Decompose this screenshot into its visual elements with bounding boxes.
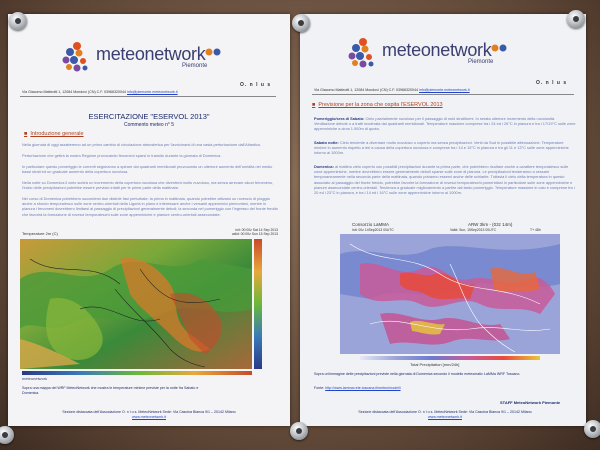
intro-paragraph-2: Perturbazione che gettrà la nostra Regione provocando fenomeni sparsi in transito durante la giornata di Domenica. xyxy=(22,153,222,158)
temperature-scale-bar xyxy=(22,371,252,375)
map-init-time: init: 00:00z Sat 14 Sep 2013 xyxy=(235,228,278,232)
page-subtitle: Commento meteo n° 5 xyxy=(123,122,175,128)
logo-dots-icon xyxy=(491,43,509,53)
map-title-left: Consorzio LaMMA xyxy=(352,222,390,227)
forecast-heading: Sabato notte: xyxy=(314,140,339,145)
page-title: ESERCITAZIONE "ESERVOL 2013" xyxy=(88,112,210,121)
map-caption: Sopra un'immagine delle precipitazioni previste nella giornata di Domenica secondo il modello meteomatic LaMMa WRF Toscano. xyxy=(314,372,521,376)
meteonetwork-logo-icon xyxy=(346,36,380,70)
footer-association xyxy=(314,410,576,420)
forecast-saturday-night xyxy=(314,140,576,156)
intro-paragraph-4: Nella notte su Domenica il cielo subirà un incremento della copertura nuvolosa che diventerà molto nuvoloso, ma senza arrecare alcun fenomeno, l'inizio delle precipitazioni potrebbe essere previsto infatti per le prime parte della mattinata. xyxy=(22,180,274,191)
map-title-mid: ARW 3km - (03z 14m) xyxy=(468,222,513,227)
pin-icon xyxy=(567,10,585,28)
temperature-legend-bar xyxy=(254,239,262,369)
source-link[interactable]: http://www.lamma.rete.toscana.it/meteo/modelli xyxy=(325,386,401,390)
address-text: Via Giacomo Matteotti 1, 12084 Mondovì (CN) C.F. 03966320044 xyxy=(22,90,127,94)
email-link[interactable]: info@piemonte.meteonetwork.it xyxy=(419,88,470,92)
logo-wordmark: meteonetwork xyxy=(96,43,206,64)
intro-paragraph-5: Nel corso di Domenica potrebbero succedersi due distinte fasi perturbate: la prima in mattinata, quando potrebbe attivarsi un rovescio di pioggia anche a sfondo temporalesco sulle zone centro-orientali della Liguria in piano e interessare anche i versanti appenninici piemontesi, mentre in pianura i fenomeni dovrebbero limitarsi al passaggio di precipitazioni generalmente deboli; la seconda nel pomeriggio con l'ingresso del fronte freddo che favorirà la formazione di rovesci temporaleschi sulle zone appenniniche e pianure centro-orientali assecondate. xyxy=(22,196,278,217)
meteonetwork-logo xyxy=(346,36,509,70)
left-bulletin-sheet xyxy=(8,14,290,426)
section-heading-text: Introduzione generale xyxy=(30,131,84,137)
footer-address: Sezione distaccata dell'Associazione O. n l u s. MeteoNetwork Sede: Via Cascina Bianca 9/1 – 20142 Milano xyxy=(358,410,532,414)
address-line xyxy=(22,90,178,94)
map-lead-time: T+ 48h xyxy=(530,228,541,232)
logo-region: Piemonte xyxy=(182,62,208,69)
onlus-label: O. n l u s xyxy=(240,82,272,88)
pin-icon xyxy=(584,420,600,438)
temperature-map xyxy=(20,239,252,369)
source-label: Fonte: xyxy=(314,386,325,390)
right-bulletin-sheet xyxy=(300,14,586,426)
precipitation-map xyxy=(340,234,560,354)
map-watermark: meteonetwork xyxy=(22,376,48,381)
map-valid-time: valid: 00:00z Sun 15 Sep 2013 xyxy=(231,232,278,237)
pin-icon xyxy=(292,14,310,32)
map-init: Init: 00z 14Sep2013 00UTC xyxy=(352,228,394,232)
map-valid: Valid: Sun, 15Sep2013 00UTC xyxy=(450,228,497,232)
meteonetwork-logo xyxy=(60,40,223,74)
map-label: Temperature 2m (C) xyxy=(22,231,58,236)
header-divider xyxy=(312,94,574,95)
staff-signature: STAFF MeteoNetwork Piemonte xyxy=(500,400,561,405)
forecast-heading: Domenica: xyxy=(314,164,334,169)
meteonetwork-logo-icon xyxy=(60,40,94,74)
forecast-sunday xyxy=(314,164,576,195)
address-text: Via Giacomo Matteotti 1, 12084 Mondovì (CN) C.F. 03966320044 xyxy=(314,88,419,92)
forecast-text: Cielo parzialmente nuvoloso per il passaggio di nubi stratiformi. In serata ulteriore incremento della nuvolosità. Ventilazione debole o a tratti moderata dai quadranti meridionali. Temperature massime comprese tra i 24 ed i 26°C in pianura e tra i 17/19°C sulle zone appenniniche a circa 1.000m di quota. xyxy=(314,116,576,132)
map-caption: Sopra una mappa del WRF MeteoNetwork che mostra le temperature minime previste per la notte fra Sabato e Domenica. xyxy=(22,386,199,395)
pin-icon xyxy=(290,422,308,440)
footer-website-link[interactable]: www.meteonetwork.it xyxy=(132,414,166,419)
bullet-icon: ■ xyxy=(24,131,28,137)
forecast-saturday-afternoon xyxy=(314,116,576,132)
footer-association xyxy=(22,410,276,420)
footer-address: Sezione distaccata dell'Associazione O. n l u s. MeteoNetwork Sede: Via Cascina Bianca 9/1 – 20142 Milano xyxy=(62,410,236,414)
intro-paragraph-1: Nella giornata di oggi assisteremo ad un primo cambio di circolazione atmosferica per l'avvicinarsi di una vasta perturbazione dall'Atlantico. xyxy=(22,142,262,147)
forecast-heading: Pomeriggio/sera di Sabato: xyxy=(314,116,365,121)
section-heading xyxy=(312,102,443,108)
logo-region: Piemonte xyxy=(468,58,494,65)
header-divider xyxy=(20,96,276,97)
precipitation-scale-bar xyxy=(360,356,540,360)
logo-dots-icon xyxy=(205,47,223,57)
address-line xyxy=(314,88,470,92)
section-heading-text: Previsione per la zona che ospita l'ESERVOL 2013 xyxy=(318,102,443,108)
bullet-icon: ■ xyxy=(312,102,316,108)
precipitation-legend: Total Precipitation [mm/24h] xyxy=(410,362,460,367)
section-heading xyxy=(24,131,84,137)
intro-paragraph-3: In particolare questo pomeriggio le correnti seguiranno a spirare dai quadranti meridionali provocando un ulteriore aumento dell'umidità nei medio bassi strati ed un graduale aumento della copertura nuvolosa. xyxy=(22,164,273,175)
map-source xyxy=(314,386,401,391)
footer-website-link[interactable]: www.meteonetwork.it xyxy=(428,414,462,419)
map-times xyxy=(198,228,278,236)
onlus-label: O. n l u s xyxy=(536,80,568,86)
forecast-text: Cielo tendente a diventare molto nuvoloso o coperto ma senza precipitazioni. Venti da Sud in possibile attenuazione. Temperature minime in aumento rispetto a ieri a causa della copertura nuvolosa e comprese tra i 14 e 15°C in pianura e tra gli 11 e 13°C sulle zone appenniniche intorno ai 1000m. xyxy=(314,140,569,156)
logo-wordmark: meteonetwork xyxy=(382,39,492,60)
pin-icon xyxy=(9,12,27,30)
email-link[interactable]: info@piemonte.meteonetwork.it xyxy=(127,90,178,94)
forecast-text: al mattino cielo coperto con possibili precipitazioni durante la prima parte, che potrebbero risultare anche a carattere temporalesco sulle zone appenniniche, mentre dovrebbero essere generalmente deboli sparse sulle zone di pianura. Le precipitazioni tenderanno a cessare temporaneamente nella seconda parte della mattinata, quando potranno esserci anche delle schiarite. Tuttavia il cielo della temperatura in questo associato al passaggio del fronte freddo, potrebbe favorire la formazione di rovesci temporaleschi pomeridiani in particolare sulle zone appenniniche e pianure assecondate centro-orientali. Tendenza a graduale miglioramento a partire dal tardo pomeriggio. Temperature massime in calo e comprese fra i 20 ed i 23°C in pianura, e tra i 14 ed i 16°C sulle zone appenniniche intorno ai 1000m. xyxy=(314,164,575,196)
